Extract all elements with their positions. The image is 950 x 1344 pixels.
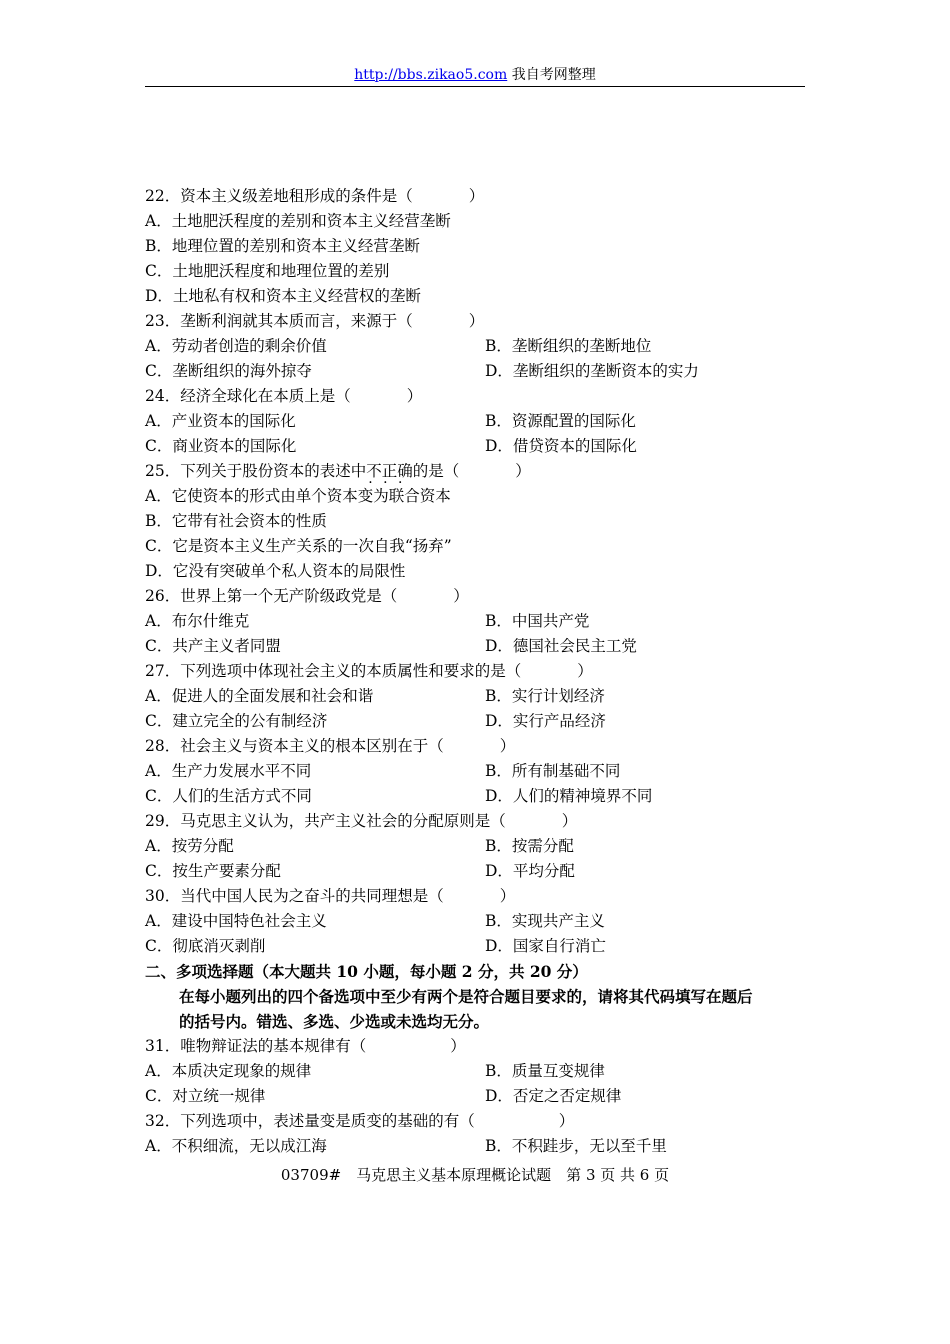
option: B．实现共产主义	[485, 912, 605, 930]
option-row	[145, 759, 810, 784]
question-stem: 23．垄断利润就其本质而言，来源于（ ）	[145, 312, 485, 330]
option: C．它是资本主义生产关系的一次自我“扬弃”	[145, 537, 452, 555]
option: B．按需分配	[485, 837, 574, 855]
question-stem: 26．世界上第一个无产阶级政党是（ ）	[145, 587, 469, 605]
option: A．产业资本的国际化	[145, 412, 296, 430]
option-row	[145, 634, 810, 659]
option: A．布尔什维克	[145, 612, 250, 630]
option: B．所有制基础不同	[485, 762, 621, 780]
option-row	[145, 359, 810, 384]
header-link[interactable]: http://bbs.zikao5.com	[354, 67, 508, 83]
option-row	[145, 859, 810, 884]
question-stem: 32．下列选项中，表述量变是质变的基础的有（ ）	[145, 1112, 575, 1130]
option: A．生产力发展水平不同	[145, 762, 312, 780]
section-instructions: 在每小题列出的四个备选项中至少有两个是符合题目要求的，请将其代码填写在题后	[179, 987, 753, 1006]
option-row	[145, 1084, 810, 1109]
page-header	[145, 66, 805, 84]
option: C．建立完全的公有制经济	[145, 712, 328, 730]
option-row	[145, 709, 810, 734]
option: B．资源配置的国际化	[485, 412, 636, 430]
option: D．垄断组织的垄断资本的实力	[485, 362, 699, 380]
option: A．建设中国特色社会主义	[145, 912, 327, 930]
option: A．不积细流，无以成江海	[145, 1137, 327, 1155]
option: A．它使资本的形式由单个资本变为联合资本	[145, 487, 451, 505]
option: D．人们的精神境界不同	[485, 787, 653, 805]
header-text: 我自考网整理	[507, 67, 596, 83]
question-stem: 28．社会主义与资本主义的根本区别在于（ ）	[145, 737, 516, 755]
option: C．商业资本的国际化	[145, 437, 297, 455]
question-stem: 29．马克思主义认为，共产主义社会的分配原则是（ ）	[145, 812, 578, 830]
option: A．按劳分配	[145, 837, 234, 855]
option-row	[145, 409, 810, 434]
option: C．土地肥沃程度和地理位置的差别	[145, 262, 390, 280]
option-row	[145, 684, 810, 709]
option: C．按生产要素分配	[145, 862, 281, 880]
option: B．中国共产党	[485, 612, 590, 630]
option: D．土地私有权和资本主义经营权的垄断	[145, 287, 421, 305]
option: C．彻底消灭剥削	[145, 937, 266, 955]
option-row	[145, 909, 810, 934]
question-stem: 22．资本主义级差地租形成的条件是（ ）	[145, 187, 485, 205]
question-stem: 24．经济全球化在本质上是（ ）	[145, 387, 423, 405]
option-row	[145, 334, 810, 359]
option: A．本质决定现象的规律	[145, 1062, 312, 1080]
option: D．德国社会民主工党	[485, 637, 637, 655]
option: C．对立统一规律	[145, 1087, 266, 1105]
option: D．它没有突破单个私人资本的局限性	[145, 562, 406, 580]
option-row	[145, 1059, 810, 1084]
option-row	[145, 434, 810, 459]
option: B．垄断组织的垄断地位	[485, 337, 652, 355]
option: A．劳动者创造的剩余价值	[145, 337, 327, 355]
option: B．不积跬步，无以至千里	[485, 1137, 667, 1155]
option-row	[145, 609, 810, 634]
page-footer: 03709# 马克思主义基本原理概论试题 第 3 页 共 6 页	[280, 1166, 670, 1184]
option-row	[145, 834, 810, 859]
option: B．实行计划经济	[485, 687, 605, 705]
exam-content	[145, 184, 810, 1159]
emphasis-text: 不正确 · · ·	[366, 462, 413, 480]
option: C．人们的生活方式不同	[145, 787, 312, 805]
question-stem: 27．下列选项中体现社会主义的本质属性和要求的是（ ）	[145, 662, 593, 680]
section-title: 二、多项选择题（本大题共 10 小题，每小题 2 分，共 20 分）	[145, 962, 588, 981]
option: A．促进人的全面发展和社会和谐	[145, 687, 374, 705]
option: B．质量互变规律	[485, 1062, 605, 1080]
section-instructions: 的括号内。错选、多选、少选或未选均无分。	[179, 1012, 490, 1031]
option: B．它带有社会资本的性质	[145, 512, 327, 530]
option: D．否定之否定规律	[485, 1087, 622, 1105]
option: B．地理位置的差别和资本主义经营垄断	[145, 237, 420, 255]
option-row	[145, 1134, 810, 1159]
option: A．土地肥沃程度的差别和资本主义经营垄断	[145, 212, 451, 230]
option: D．实行产品经济	[485, 712, 606, 730]
option: D．国家自行消亡	[485, 937, 606, 955]
header-rule	[145, 86, 805, 87]
option: D．平均分配	[485, 862, 575, 880]
option: D．借贷资本的国际化	[485, 437, 637, 455]
option: C．共产主义者同盟	[145, 637, 281, 655]
option-row	[145, 784, 810, 809]
question-stem: 30．当代中国人民为之奋斗的共同理想是（ ）	[145, 887, 516, 905]
option: C．垄断组织的海外掠夺	[145, 362, 312, 380]
question-stem: 25．下列关于股份资本的表述中不正确 · · ·的是（ ）	[145, 459, 810, 484]
question-stem: 31．唯物辩证法的基本规律有（ ）	[145, 1037, 466, 1055]
option-row	[145, 934, 810, 959]
